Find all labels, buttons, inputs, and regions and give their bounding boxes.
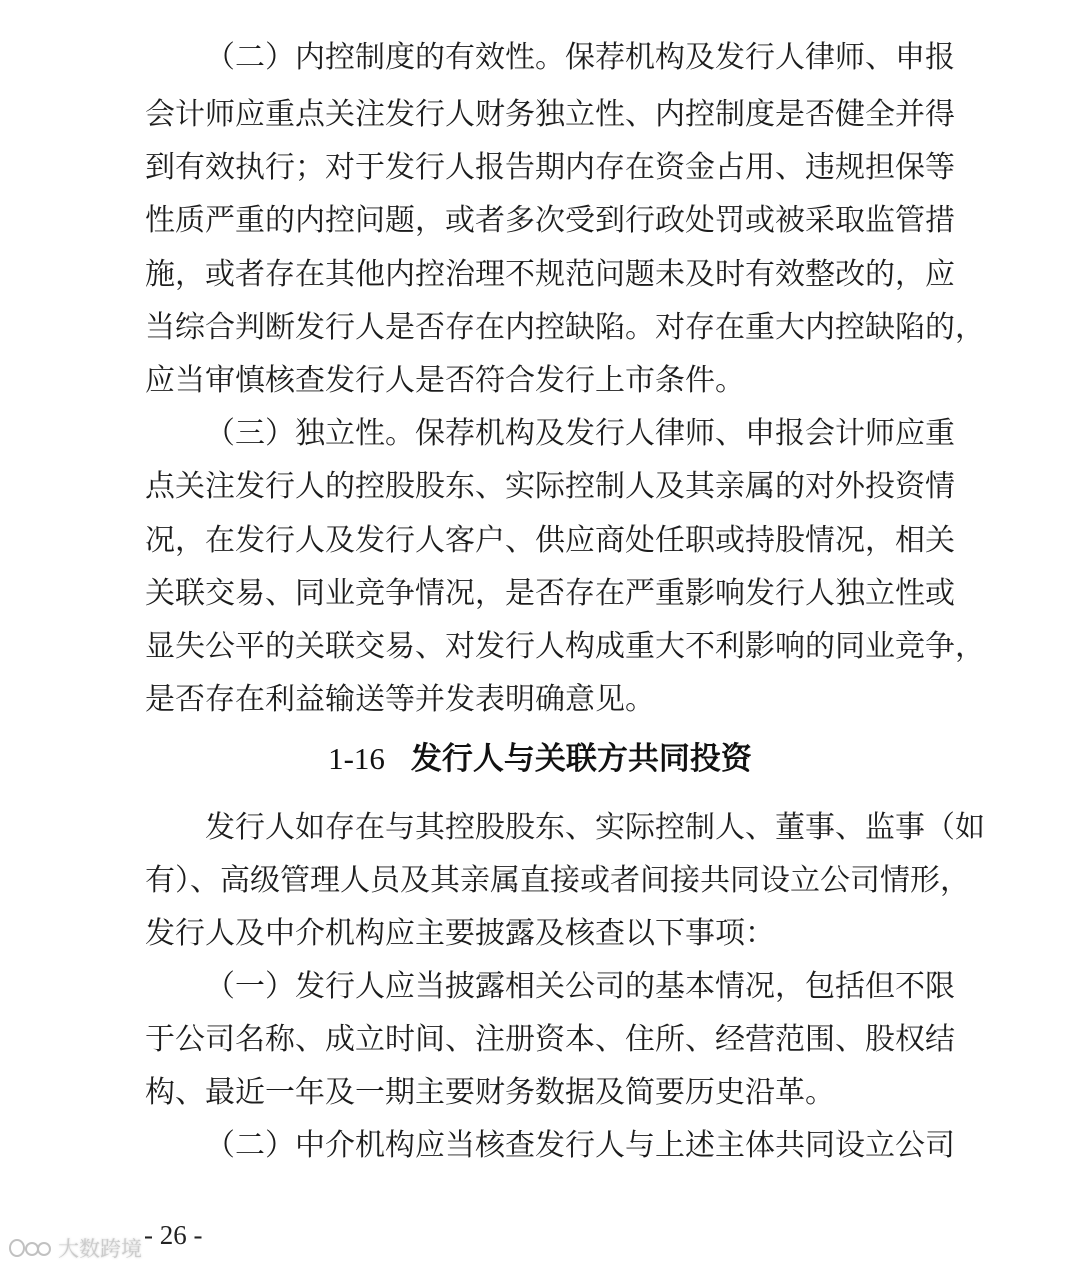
paragraph-line: （二）中介机构应当核查发行人与上述主体共同设立公司 bbox=[205, 1128, 955, 1163]
bubble-logo-icon bbox=[8, 1236, 52, 1260]
paragraph-line: 于公司名称、成立时间、注册资本、住所、经营范围、股权结 bbox=[145, 1022, 955, 1057]
paragraph-line: 关联交易、同业竞争情况，是否存在严重影响发行人独立性或 bbox=[145, 576, 955, 611]
paragraph-line: （一）发行人应当披露相关公司的基本情况，包括但不限 bbox=[205, 969, 955, 1004]
paragraph-line: 应当审慎核查发行人是否符合发行上市条件。 bbox=[145, 363, 745, 398]
paragraph-line: （三）独立性。保荐机构及发行人律师、申报会计师应重 bbox=[205, 416, 955, 451]
paragraph-line: 构、最近一年及一期主要财务数据及简要历史沿革。 bbox=[145, 1075, 835, 1110]
paragraph-line: 发行人及中介机构应主要披露及核查以下事项： bbox=[145, 916, 775, 951]
watermark-text: 大数跨境 bbox=[58, 1237, 142, 1261]
paragraph-line: 当综合判断发行人是否存在内控缺陷。对存在重大内控缺陷的， bbox=[145, 310, 985, 345]
paragraph-line: 是否存在利益输送等并发表明确意见。 bbox=[145, 682, 655, 717]
paragraph-line: 会计师应重点关注发行人财务独立性、内控制度是否健全并得 bbox=[145, 97, 955, 132]
paragraph-line: 点关注发行人的控股股东、实际控制人及其亲属的对外投资情 bbox=[145, 469, 955, 504]
watermark bbox=[8, 1233, 142, 1263]
section-number: 1-16 bbox=[328, 741, 385, 776]
paragraph-line: 性质严重的内控问题，或者多次受到行政处罚或被采取监管措 bbox=[145, 203, 955, 238]
page-number: - 26 - bbox=[144, 1220, 203, 1250]
paragraph-line: 显失公平的关联交易、对发行人构成重大不利影响的同业竞争， bbox=[145, 629, 985, 664]
section-title: 发行人与关联方共同投资 bbox=[410, 741, 752, 777]
paragraph-line: 发行人如存在与其控股股东、实际控制人、董事、监事（如 bbox=[205, 810, 985, 845]
paragraph-line: （二）内控制度的有效性。保荐机构及发行人律师、申报 bbox=[205, 40, 955, 75]
paragraph-line: 施，或者存在其他内控治理不规范问题未及时有效整改的，应 bbox=[145, 257, 955, 292]
paragraph-line: 到有效执行；对于发行人报告期内存在资金占用、违规担保等 bbox=[145, 150, 955, 185]
paragraph-line: 况，在发行人及发行人客户、供应商处任职或持股情况，相关 bbox=[145, 523, 955, 558]
paragraph-line: 有）、高级管理人员及其亲属直接或者间接共同设立公司情形， bbox=[145, 863, 970, 898]
section-heading bbox=[0, 738, 1080, 780]
